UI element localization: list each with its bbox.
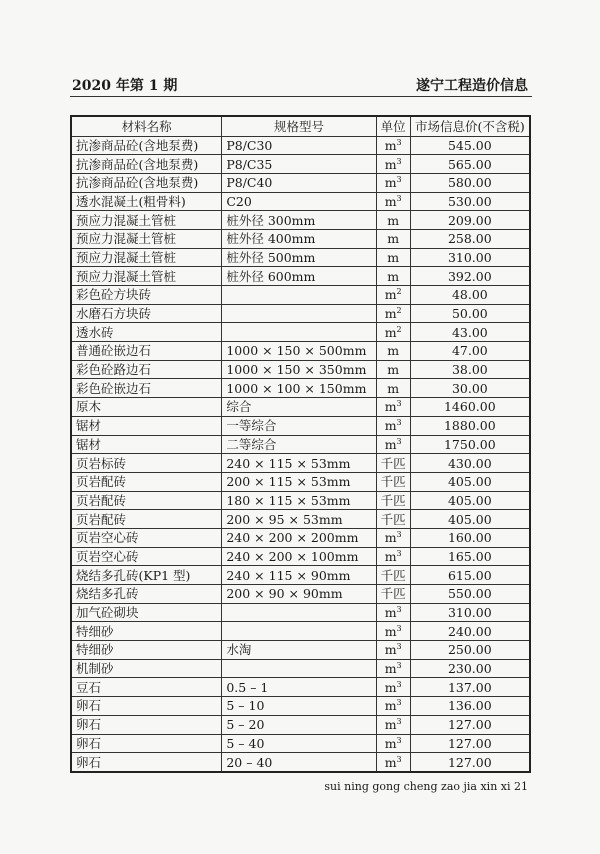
material-price: 160.00 — [410, 528, 530, 547]
material-name: 页岩配砖 — [71, 472, 222, 491]
material-unit — [376, 155, 410, 174]
unit-exponent: 3 — [396, 193, 402, 203]
unit-exponent: 2 — [396, 306, 402, 316]
table-row — [71, 211, 530, 230]
material-name: 卵石 — [71, 753, 222, 772]
material-price: 230.00 — [410, 659, 530, 678]
material-name: 卵石 — [71, 734, 222, 753]
material-spec: 240 × 200 × 200mm — [222, 528, 376, 547]
unit-base: 千匹 — [380, 567, 406, 583]
material-spec: 5 – 20 — [222, 715, 376, 734]
material-name: 抗渗商品砼(含地泵费) — [71, 136, 222, 155]
material-name: 页岩空心砖 — [71, 547, 222, 566]
material-unit — [376, 454, 410, 473]
material-price: 136.00 — [410, 697, 530, 716]
material-name: 普通砼嵌边石 — [71, 342, 222, 361]
material-unit — [376, 211, 410, 230]
table-row — [71, 304, 530, 323]
material-unit — [376, 472, 410, 491]
unit-exponent: 3 — [396, 175, 402, 185]
material-spec — [222, 323, 376, 342]
unit-base: m — [384, 287, 397, 303]
table-row — [71, 678, 530, 697]
material-name: 页岩空心砖 — [71, 528, 222, 547]
material-price: 127.00 — [410, 715, 530, 734]
table-row — [71, 435, 530, 454]
unit-exponent: 3 — [396, 754, 402, 764]
table-row — [71, 173, 530, 192]
table-row — [71, 603, 530, 622]
table-row — [71, 659, 530, 678]
publication-title: 遂宁工程造价信息 — [416, 78, 528, 94]
unit-base: 千匹 — [380, 586, 406, 602]
table-row — [71, 192, 530, 211]
material-price: 258.00 — [410, 229, 530, 248]
material-name: 彩色砼路边石 — [71, 360, 222, 379]
unit-base: m — [384, 623, 397, 639]
table-row — [71, 585, 530, 604]
unit-base: m — [387, 343, 400, 359]
table-row — [71, 734, 530, 753]
unit-base: m — [384, 735, 397, 751]
material-price: 209.00 — [410, 211, 530, 230]
material-unit — [376, 566, 410, 585]
unit-exponent: 3 — [396, 137, 402, 147]
unit-base: m — [384, 399, 397, 415]
unit-exponent: 3 — [396, 698, 402, 708]
material-name: 抗渗商品砼(含地泵费) — [71, 155, 222, 174]
material-price: 545.00 — [410, 136, 530, 155]
material-spec — [222, 304, 376, 323]
material-unit — [376, 248, 410, 267]
material-spec — [222, 659, 376, 678]
table-row — [71, 342, 530, 361]
table-row — [71, 528, 530, 547]
material-unit — [376, 603, 410, 622]
unit-exponent: 3 — [396, 418, 402, 428]
material-price: 310.00 — [410, 603, 530, 622]
unit-base: m — [384, 324, 397, 340]
material-spec: 综合 — [222, 398, 376, 417]
unit-exponent: 3 — [396, 156, 402, 166]
material-price: 430.00 — [410, 454, 530, 473]
material-price: 137.00 — [410, 678, 530, 697]
material-price: 565.00 — [410, 155, 530, 174]
material-price: 1750.00 — [410, 435, 530, 454]
material-unit — [376, 304, 410, 323]
unit-base: m — [384, 156, 397, 172]
table-row — [71, 416, 530, 435]
material-spec: 一等综合 — [222, 416, 376, 435]
table-row — [71, 454, 530, 473]
unit-base: m — [384, 717, 397, 733]
material-name: 烧结多孔砖 — [71, 585, 222, 604]
material-unit — [376, 229, 410, 248]
table-row — [71, 267, 530, 286]
unit-exponent: 3 — [396, 735, 402, 745]
material-price: 127.00 — [410, 734, 530, 753]
unit-exponent: 3 — [396, 399, 402, 409]
table-row — [71, 622, 530, 641]
table-row — [71, 753, 530, 772]
material-name: 页岩配砖 — [71, 491, 222, 510]
table-row — [71, 715, 530, 734]
col-header-name: 材料名称 — [71, 116, 222, 136]
unit-exponent: 2 — [396, 287, 402, 297]
material-name: 锯材 — [71, 416, 222, 435]
material-spec: 240 × 200 × 100mm — [222, 547, 376, 566]
material-unit — [376, 659, 410, 678]
material-name: 卵石 — [71, 697, 222, 716]
material-spec: 240 × 115 × 53mm — [222, 454, 376, 473]
unit-exponent: 3 — [396, 717, 402, 727]
material-unit — [376, 510, 410, 529]
unit-base: m — [384, 193, 397, 209]
material-unit — [376, 435, 410, 454]
material-unit — [376, 528, 410, 547]
material-price: 405.00 — [410, 510, 530, 529]
unit-base: 千匹 — [380, 511, 406, 527]
issue-label: 2020 年第 1 期 — [72, 78, 178, 94]
material-unit — [376, 379, 410, 398]
table-row — [71, 398, 530, 417]
material-name: 抗渗商品砼(含地泵费) — [71, 173, 222, 192]
material-unit — [376, 491, 410, 510]
unit-exponent: 3 — [396, 436, 402, 446]
table-row — [71, 472, 530, 491]
material-price: 1880.00 — [410, 416, 530, 435]
unit-exponent: 3 — [396, 679, 402, 689]
table-row — [71, 641, 530, 660]
material-name: 页岩标砖 — [71, 454, 222, 473]
unit-exponent: 3 — [396, 605, 402, 615]
material-spec: 200 × 115 × 53mm — [222, 472, 376, 491]
material-price-table — [70, 115, 531, 773]
material-spec: P8/C30 — [222, 136, 376, 155]
material-price: 530.00 — [410, 192, 530, 211]
unit-base: 千匹 — [380, 492, 406, 508]
material-price: 405.00 — [410, 472, 530, 491]
material-price: 240.00 — [410, 622, 530, 641]
material-spec: 桩外径 600mm — [222, 267, 376, 286]
unit-base: m — [384, 679, 397, 695]
unit-base: m — [387, 362, 400, 378]
table-row — [71, 566, 530, 585]
material-unit — [376, 192, 410, 211]
material-name: 预应力混凝土管桩 — [71, 229, 222, 248]
unit-exponent: 3 — [396, 548, 402, 558]
material-spec: C20 — [222, 192, 376, 211]
unit-base: m — [384, 642, 397, 658]
material-spec: P8/C40 — [222, 173, 376, 192]
unit-base: m — [384, 605, 397, 621]
material-name: 透水砖 — [71, 323, 222, 342]
unit-exponent: 3 — [396, 623, 402, 633]
material-name: 水磨石方块砖 — [71, 304, 222, 323]
material-spec: 200 × 95 × 53mm — [222, 510, 376, 529]
page-footer: sui ning gong cheng zao jia xin xi 21 — [324, 780, 528, 793]
unit-base: m — [387, 249, 400, 265]
material-unit — [376, 585, 410, 604]
material-price: 310.00 — [410, 248, 530, 267]
unit-base: m — [384, 698, 397, 714]
material-name: 彩色砼方块砖 — [71, 286, 222, 305]
material-unit — [376, 173, 410, 192]
unit-base: m — [384, 436, 397, 452]
unit-exponent: 2 — [396, 324, 402, 334]
unit-base: m — [384, 754, 397, 770]
material-unit — [376, 286, 410, 305]
material-name: 彩色砼嵌边石 — [71, 379, 222, 398]
col-header-spec: 规格型号 — [222, 116, 376, 136]
table-row — [71, 547, 530, 566]
material-spec: 桩外径 300mm — [222, 211, 376, 230]
unit-base: 千匹 — [380, 455, 406, 471]
material-unit — [376, 547, 410, 566]
header-divider — [70, 96, 532, 97]
material-spec: 5 – 10 — [222, 697, 376, 716]
material-spec: 1000 × 150 × 350mm — [222, 360, 376, 379]
material-unit — [376, 678, 410, 697]
material-name: 特细砂 — [71, 641, 222, 660]
material-price: 392.00 — [410, 267, 530, 286]
material-price: 1460.00 — [410, 398, 530, 417]
table-row — [71, 491, 530, 510]
material-spec: 水淘 — [222, 641, 376, 660]
material-spec: P8/C35 — [222, 155, 376, 174]
table-row — [71, 697, 530, 716]
unit-base: m — [384, 306, 397, 322]
material-spec: 二等综合 — [222, 435, 376, 454]
material-name: 豆石 — [71, 678, 222, 697]
table-row — [71, 360, 530, 379]
material-price: 43.00 — [410, 323, 530, 342]
material-name: 烧结多孔砖(KP1 型) — [71, 566, 222, 585]
material-spec: 0.5 – 1 — [222, 678, 376, 697]
material-unit — [376, 267, 410, 286]
material-price: 615.00 — [410, 566, 530, 585]
unit-base: m — [384, 530, 397, 546]
unit-base: m — [384, 548, 397, 564]
table-row — [71, 248, 530, 267]
material-unit — [376, 323, 410, 342]
material-name: 透水混凝土(粗骨料) — [71, 192, 222, 211]
material-spec: 180 × 115 × 53mm — [222, 491, 376, 510]
table-row — [71, 286, 530, 305]
col-header-unit: 单位 — [376, 116, 410, 136]
table-row — [71, 229, 530, 248]
material-spec: 桩外径 500mm — [222, 248, 376, 267]
material-name: 预应力混凝土管桩 — [71, 267, 222, 286]
material-unit — [376, 398, 410, 417]
unit-base: 千匹 — [380, 474, 406, 490]
material-name: 预应力混凝土管桩 — [71, 248, 222, 267]
material-name: 页岩配砖 — [71, 510, 222, 529]
material-spec: 20 – 40 — [222, 753, 376, 772]
material-spec — [222, 286, 376, 305]
unit-exponent: 3 — [396, 661, 402, 671]
unit-base: m — [387, 268, 400, 284]
table-row — [71, 510, 530, 529]
table-row — [71, 155, 530, 174]
material-price: 250.00 — [410, 641, 530, 660]
material-price: 38.00 — [410, 360, 530, 379]
unit-base: m — [384, 175, 397, 191]
material-spec — [222, 622, 376, 641]
unit-base: m — [384, 137, 397, 153]
material-price: 405.00 — [410, 491, 530, 510]
material-spec: 1000 × 100 × 150mm — [222, 379, 376, 398]
material-name: 加气砼砌块 — [71, 603, 222, 622]
col-header-price: 市场信息价(不含税) — [410, 116, 530, 136]
material-spec: 1000 × 150 × 500mm — [222, 342, 376, 361]
material-unit — [376, 342, 410, 361]
unit-base: m — [384, 661, 397, 677]
material-name: 预应力混凝土管桩 — [71, 211, 222, 230]
material-name: 锯材 — [71, 435, 222, 454]
material-spec: 桩外径 400mm — [222, 229, 376, 248]
material-price: 127.00 — [410, 753, 530, 772]
unit-base: m — [384, 418, 397, 434]
material-price: 580.00 — [410, 173, 530, 192]
material-name: 卵石 — [71, 715, 222, 734]
material-unit — [376, 136, 410, 155]
table-row — [71, 323, 530, 342]
material-spec: 200 × 90 × 90mm — [222, 585, 376, 604]
material-unit — [376, 641, 410, 660]
unit-base: m — [387, 380, 400, 396]
unit-exponent: 3 — [396, 530, 402, 540]
material-price: 48.00 — [410, 286, 530, 305]
material-unit — [376, 697, 410, 716]
material-unit — [376, 753, 410, 772]
material-price: 550.00 — [410, 585, 530, 604]
material-name: 特细砂 — [71, 622, 222, 641]
material-unit — [376, 734, 410, 753]
unit-base: m — [387, 212, 400, 228]
material-spec: 5 – 40 — [222, 734, 376, 753]
unit-exponent: 3 — [396, 642, 402, 652]
material-price: 165.00 — [410, 547, 530, 566]
table-header-row — [71, 116, 530, 136]
material-spec: 240 × 115 × 90mm — [222, 566, 376, 585]
table-row — [71, 136, 530, 155]
material-unit — [376, 360, 410, 379]
material-spec — [222, 603, 376, 622]
unit-base: m — [387, 231, 400, 247]
material-price: 30.00 — [410, 379, 530, 398]
material-unit — [376, 416, 410, 435]
material-unit — [376, 715, 410, 734]
material-name: 原木 — [71, 398, 222, 417]
material-name: 机制砂 — [71, 659, 222, 678]
material-price: 50.00 — [410, 304, 530, 323]
material-unit — [376, 622, 410, 641]
table-row — [71, 379, 530, 398]
material-price: 47.00 — [410, 342, 530, 361]
